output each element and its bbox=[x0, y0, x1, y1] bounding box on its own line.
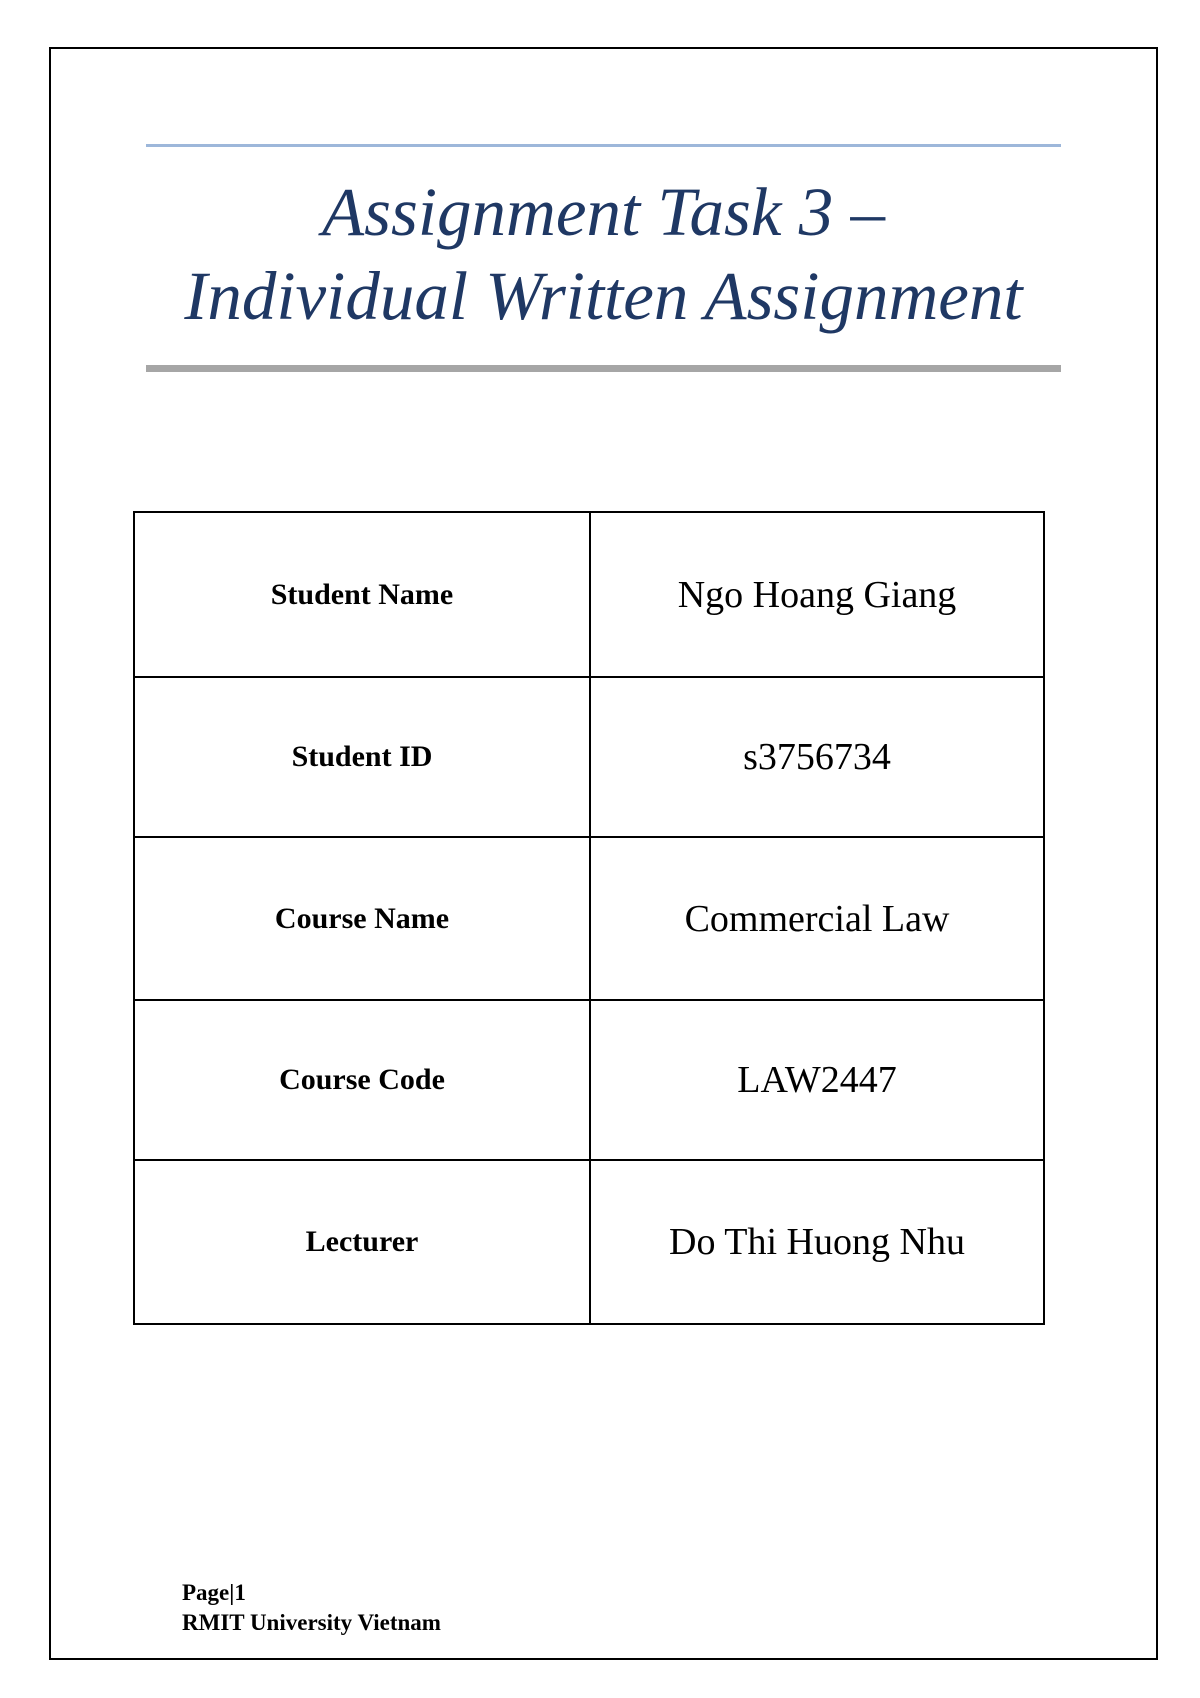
page-footer bbox=[182, 1578, 441, 1638]
course-code-label: Course Code bbox=[134, 1000, 590, 1160]
student-id-value: s3756734 bbox=[590, 677, 1044, 837]
table-row bbox=[134, 1000, 1044, 1160]
title-line-2: Individual Written Assignment bbox=[184, 258, 1023, 334]
lecturer-value: Do Thi Huong Nhu bbox=[590, 1160, 1044, 1324]
title-top-rule bbox=[146, 144, 1061, 147]
course-code-value: LAW2447 bbox=[590, 1000, 1044, 1160]
table-row bbox=[134, 1160, 1044, 1324]
lecturer-label: Lecturer bbox=[134, 1160, 590, 1324]
student-name-label: Student Name bbox=[134, 512, 590, 677]
institution-name: RMIT University Vietnam bbox=[182, 1610, 441, 1635]
title-bottom-rule bbox=[146, 365, 1061, 372]
table-row bbox=[134, 677, 1044, 837]
page-number: Page|1 bbox=[182, 1580, 246, 1605]
cover-details-table bbox=[133, 511, 1045, 1325]
course-name-label: Course Name bbox=[134, 837, 590, 1000]
document-title bbox=[146, 170, 1061, 338]
course-name-value: Commercial Law bbox=[590, 837, 1044, 1000]
student-id-label: Student ID bbox=[134, 677, 590, 837]
student-name-value: Ngo Hoang Giang bbox=[590, 512, 1044, 677]
title-line-1: Assignment Task 3 – bbox=[322, 174, 885, 250]
table-row bbox=[134, 837, 1044, 1000]
table-row bbox=[134, 512, 1044, 677]
